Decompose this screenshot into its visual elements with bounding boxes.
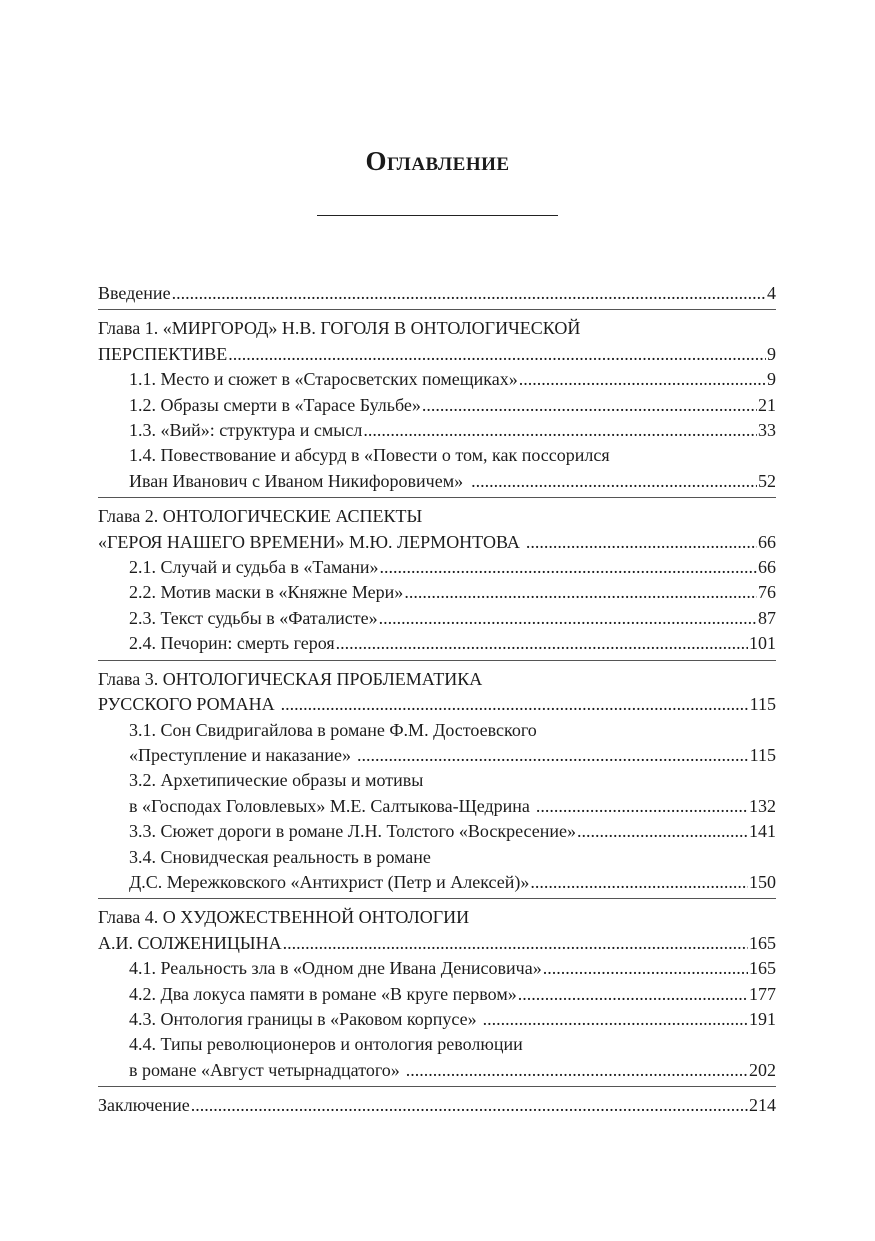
toc-section-2-3[interactable]: [98, 606, 776, 631]
toc-section-2-1[interactable]: [98, 555, 776, 580]
toc-page-number: 191: [749, 1008, 776, 1029]
toc-section-1-4-line2[interactable]: [98, 469, 776, 494]
leader-dots: [379, 606, 757, 631]
leader-dots: [483, 1007, 748, 1032]
toc-section-4-2[interactable]: [98, 982, 776, 1007]
toc-entry-text: Заключение: [98, 1095, 190, 1116]
leader-dots: [380, 555, 758, 580]
toc-page-number: 66: [758, 557, 776, 578]
toc-page-number: 76: [758, 582, 776, 603]
toc-page-number: 66: [758, 531, 776, 552]
leader-dots: [406, 1058, 748, 1083]
leader-dots: [172, 281, 766, 306]
toc-entry-text: 3.3. Сюжет дороги в романе Л.Н. Толстого «Воскресение»: [129, 821, 576, 842]
toc-entry-text: 2.2. Мотив маски в «Княжне Мери»: [129, 582, 404, 603]
chapter-4-title-line1[interactable]: Глава 4. О ХУДОЖЕСТВЕННОЙ ОНТОЛОГИИ: [98, 907, 470, 928]
toc-page-number: 9: [767, 369, 776, 390]
leader-dots: [336, 631, 748, 656]
toc-section-4-1[interactable]: [98, 956, 776, 981]
toc-page-number: 214: [749, 1095, 776, 1116]
toc-section-3-3[interactable]: [98, 819, 776, 844]
page-title: Оглавление: [365, 146, 510, 176]
toc-page-number: 52: [758, 470, 776, 491]
toc-page-number: 115: [749, 744, 776, 765]
toc-page-number: 101: [749, 633, 776, 654]
leader-dots: [228, 342, 766, 367]
leader-dots: [577, 819, 748, 844]
toc-section-4-4-line2[interactable]: [98, 1058, 776, 1083]
toc-entry-text: 1.3. «Вий»: структура и смысл: [129, 420, 363, 441]
toc-entry-text: 2.4. Печорин: смерть героя: [129, 633, 335, 654]
toc-entry-text: в романе «Август четырнадцатого»: [129, 1059, 400, 1080]
toc-entry-text: 4.2. Два локуса памяти в романе «В круге первом»: [129, 983, 517, 1004]
toc-entry-text: 1.2. Образы смерти в «Тарасе Бульбе»: [129, 394, 421, 415]
toc-section-1-1[interactable]: [98, 367, 776, 392]
chapter-divider: [98, 497, 776, 498]
toc-section-2-4[interactable]: [98, 631, 776, 656]
leader-dots: [530, 870, 748, 895]
toc-entry-text: А.И. СОЛЖЕНИЦЫНА: [98, 932, 282, 953]
toc-page-number: 9: [767, 343, 776, 364]
leader-dots: [518, 982, 748, 1007]
toc-entry-text: «Преступление и наказание»: [129, 744, 351, 765]
chapter-divider: [98, 309, 776, 310]
chapter-divider: [98, 898, 776, 899]
title-underline: [317, 215, 558, 216]
leader-dots: [536, 794, 748, 819]
toc-page-number: 177: [749, 983, 776, 1004]
toc-page-number: 115: [749, 694, 776, 715]
toc-page-number: 132: [749, 795, 776, 816]
toc-page-number: 33: [758, 420, 776, 441]
toc-entry-text: Иван Иванович с Иваном Никифоровичем»: [129, 470, 464, 491]
toc-entry-text: 2.3. Текст судьбы в «Фаталисте»: [129, 607, 378, 628]
leader-dots: [283, 931, 748, 956]
toc-section-3-4-line2[interactable]: [98, 870, 776, 895]
toc-section-1-3[interactable]: [98, 418, 776, 443]
chapter-1-title-line1[interactable]: Глава 1. «МИРГОРОД» Н.В. ГОГОЛЯ В ОНТОЛОГИЧЕСКОЙ: [98, 318, 581, 339]
toc-page-number: 150: [749, 871, 776, 892]
toc-page-number: 165: [749, 932, 776, 953]
toc-page-number: 4: [767, 283, 776, 303]
toc-entry-text: 1.1. Место и сюжет в «Старосветских помещиках»: [129, 369, 518, 390]
table-of-contents: [98, 281, 776, 1119]
toc-entry-text: в «Господах Головлевых» М.Е. Салтыкова-Щедрина: [129, 795, 530, 816]
toc-section-1-4-line1[interactable]: 1.4. Повествование и абсурд в «Повести о том, как поссорился: [129, 445, 610, 466]
toc-section-3-1-line1[interactable]: 3.1. Сон Свидригайлова в романе Ф.М. Достоевского: [129, 719, 537, 740]
toc-page-number: 202: [749, 1059, 776, 1080]
leader-dots: [519, 367, 766, 392]
leader-dots: [363, 418, 757, 443]
toc-section-3-2-line2[interactable]: [98, 794, 776, 819]
chapter-4-title-line2[interactable]: [98, 931, 776, 956]
leader-dots: [422, 393, 757, 418]
chapter-3-title-line2[interactable]: [98, 692, 776, 717]
toc-section-4-3[interactable]: [98, 1007, 776, 1032]
toc-entry-text: 4.3. Онтология границы в «Раковом корпусе»: [129, 1008, 477, 1029]
toc-section-3-2-line1[interactable]: 3.2. Архетипические образы и мотивы: [129, 770, 424, 791]
toc-section-4-4-line1[interactable]: 4.4. Типы революционеров и онтология революции: [129, 1034, 523, 1055]
leader-dots: [357, 743, 749, 768]
leader-dots: [526, 530, 757, 555]
toc-entry-text: 2.1. Случай и судьба в «Тамани»: [129, 557, 379, 578]
chapter-1-title-line2[interactable]: [98, 342, 776, 367]
toc-page-number: 141: [749, 821, 776, 842]
leader-dots: [404, 580, 757, 605]
leader-dots: [471, 469, 757, 494]
chapter-divider: [98, 660, 776, 661]
toc-entry-text: 4.1. Реальность зла в «Одном дне Ивана Денисовича»: [129, 958, 542, 979]
toc-entry-text: Введение: [98, 283, 171, 303]
toc-entry-text: Д.С. Мережковского «Антихрист (Петр и Алексей)»: [129, 871, 530, 892]
chapter-2-title-line2[interactable]: [98, 530, 776, 555]
toc-entry-conclusion[interactable]: [98, 1093, 776, 1118]
toc-section-2-2[interactable]: [98, 580, 776, 605]
toc-section-3-1-line2[interactable]: [98, 743, 776, 768]
toc-section-1-2[interactable]: [98, 393, 776, 418]
leader-dots: [543, 956, 748, 981]
toc-page-number: 87: [758, 607, 776, 628]
toc-entry-text: «ГЕРОЯ НАШЕГО ВРЕМЕНИ» М.Ю. ЛЕРМОНТОВА: [98, 531, 520, 552]
leader-dots: [281, 692, 749, 717]
toc-page-number: 165: [749, 958, 776, 979]
chapter-3-title-line1[interactable]: Глава 3. ОНТОЛОГИЧЕСКАЯ ПРОБЛЕМАТИКА: [98, 668, 483, 689]
toc-entry-intro[interactable]: [98, 281, 776, 306]
leader-dots: [191, 1093, 748, 1118]
toc-entry-text: ПЕРСПЕКТИВЕ: [98, 343, 228, 364]
toc-entry-text: РУССКОГО РОМАНА: [98, 694, 275, 715]
chapter-2-title-line1[interactable]: Глава 2. ОНТОЛОГИЧЕСКИЕ АСПЕКТЫ: [98, 506, 423, 527]
chapter-divider: [98, 1086, 776, 1087]
toc-section-3-4-line1[interactable]: 3.4. Сновидческая реальность в романе: [129, 846, 431, 867]
toc-page-number: 21: [758, 394, 776, 415]
